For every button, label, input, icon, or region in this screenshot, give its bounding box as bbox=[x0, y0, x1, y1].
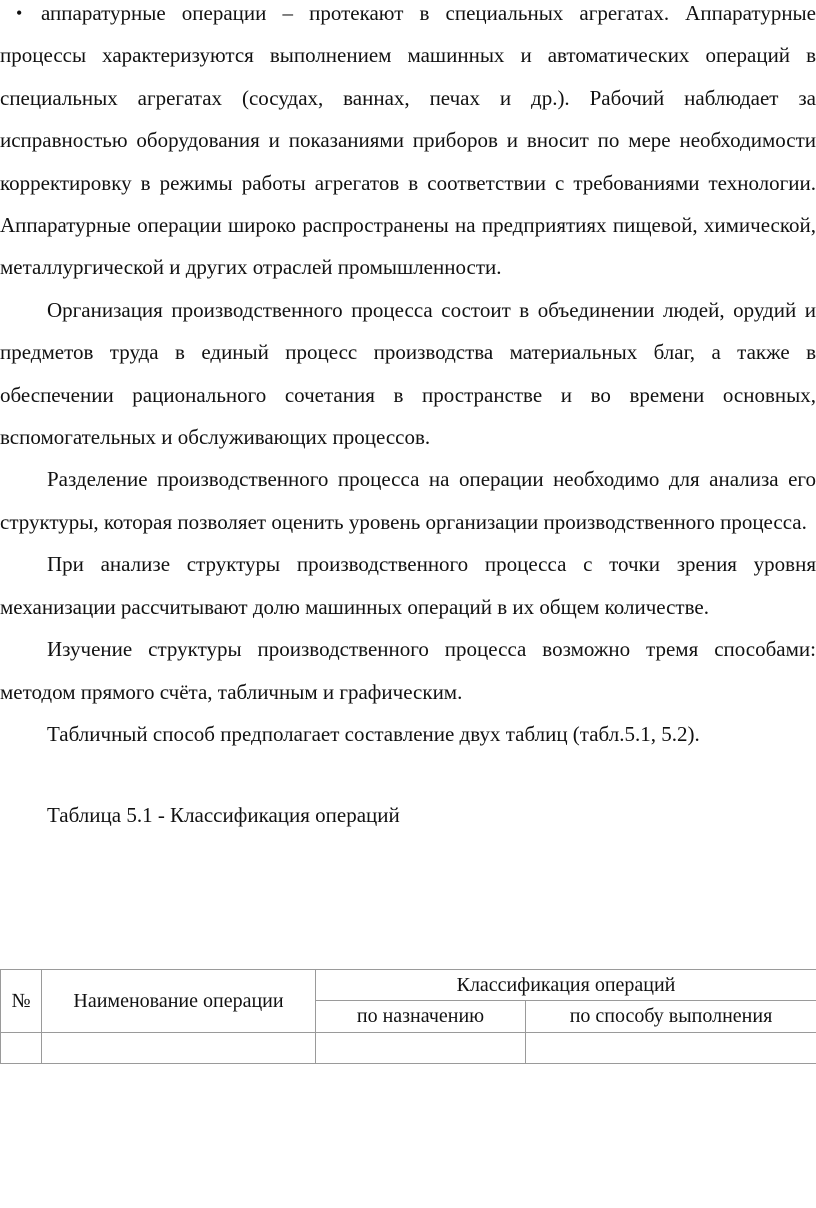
header-number: № bbox=[1, 970, 42, 1033]
spacer bbox=[0, 755, 816, 795]
cell-operation-name bbox=[42, 1033, 316, 1064]
table-header-row bbox=[1, 970, 816, 1001]
classification-table bbox=[0, 969, 816, 1064]
bullet-text: аппаратурные операции – протекают в специальных агрегатах. Аппаратурные процессы характеризуются выполнением машинных и автоматических операций в специальных агрегатах (сосудах, ваннах, печах и др.). Рабочий наблюдает за исправностью оборудования и показаниями приборов и вносит по мере необходимости корректировку в режимы работы агрегатов в соответствии с требованиями технологии. Аппаратурные операции широко распространены на предприятиях пищевой, химической, металлургической и других отраслей промышленности. bbox=[0, 1, 816, 280]
header-classification-group: Классификация операций bbox=[316, 970, 816, 1001]
header-by-purpose: по назначению bbox=[316, 1001, 526, 1033]
paragraph-organization: Организация производственного процесса состоит в объединении людей, орудий и предметов труда в единый процесс производства материальных благ, а также в обеспечении рационального сочетания в пространстве и во времени основных, вспомогательных и обслуживающих процессов. bbox=[0, 297, 816, 450]
cell-by-method bbox=[526, 1033, 816, 1064]
paragraph-methods: Изучение структуры производственного процесса возможно тремя способами: методом прямого счёта, табличным и графическим. bbox=[0, 637, 816, 704]
paragraph-analysis: При анализе структуры производственного процесса с точки зрения уровня механизации рассчитывают долю машинных операций в их общем количестве. bbox=[0, 552, 816, 619]
header-operation-name: Наименование операции bbox=[42, 970, 316, 1033]
paragraph-division: Разделение производственного процесса на операции необходимо для анализа его структуры, которая позволяет оценить уровень организации производственного процесса. bbox=[0, 467, 816, 534]
bullet-symbol: • bbox=[16, 3, 23, 23]
cell-by-purpose bbox=[316, 1033, 526, 1064]
table-row bbox=[1, 1033, 816, 1064]
paragraph-table-method: Табличный способ предполагает составление двух таблиц (табл.5.1, 5.2). bbox=[47, 721, 700, 746]
bullet-item bbox=[0, 0, 816, 289]
table-caption: Таблица 5.1 - Классификация операций bbox=[47, 803, 400, 828]
cell-number bbox=[1, 1033, 42, 1064]
header-by-method: по способу выполнения bbox=[526, 1001, 816, 1033]
